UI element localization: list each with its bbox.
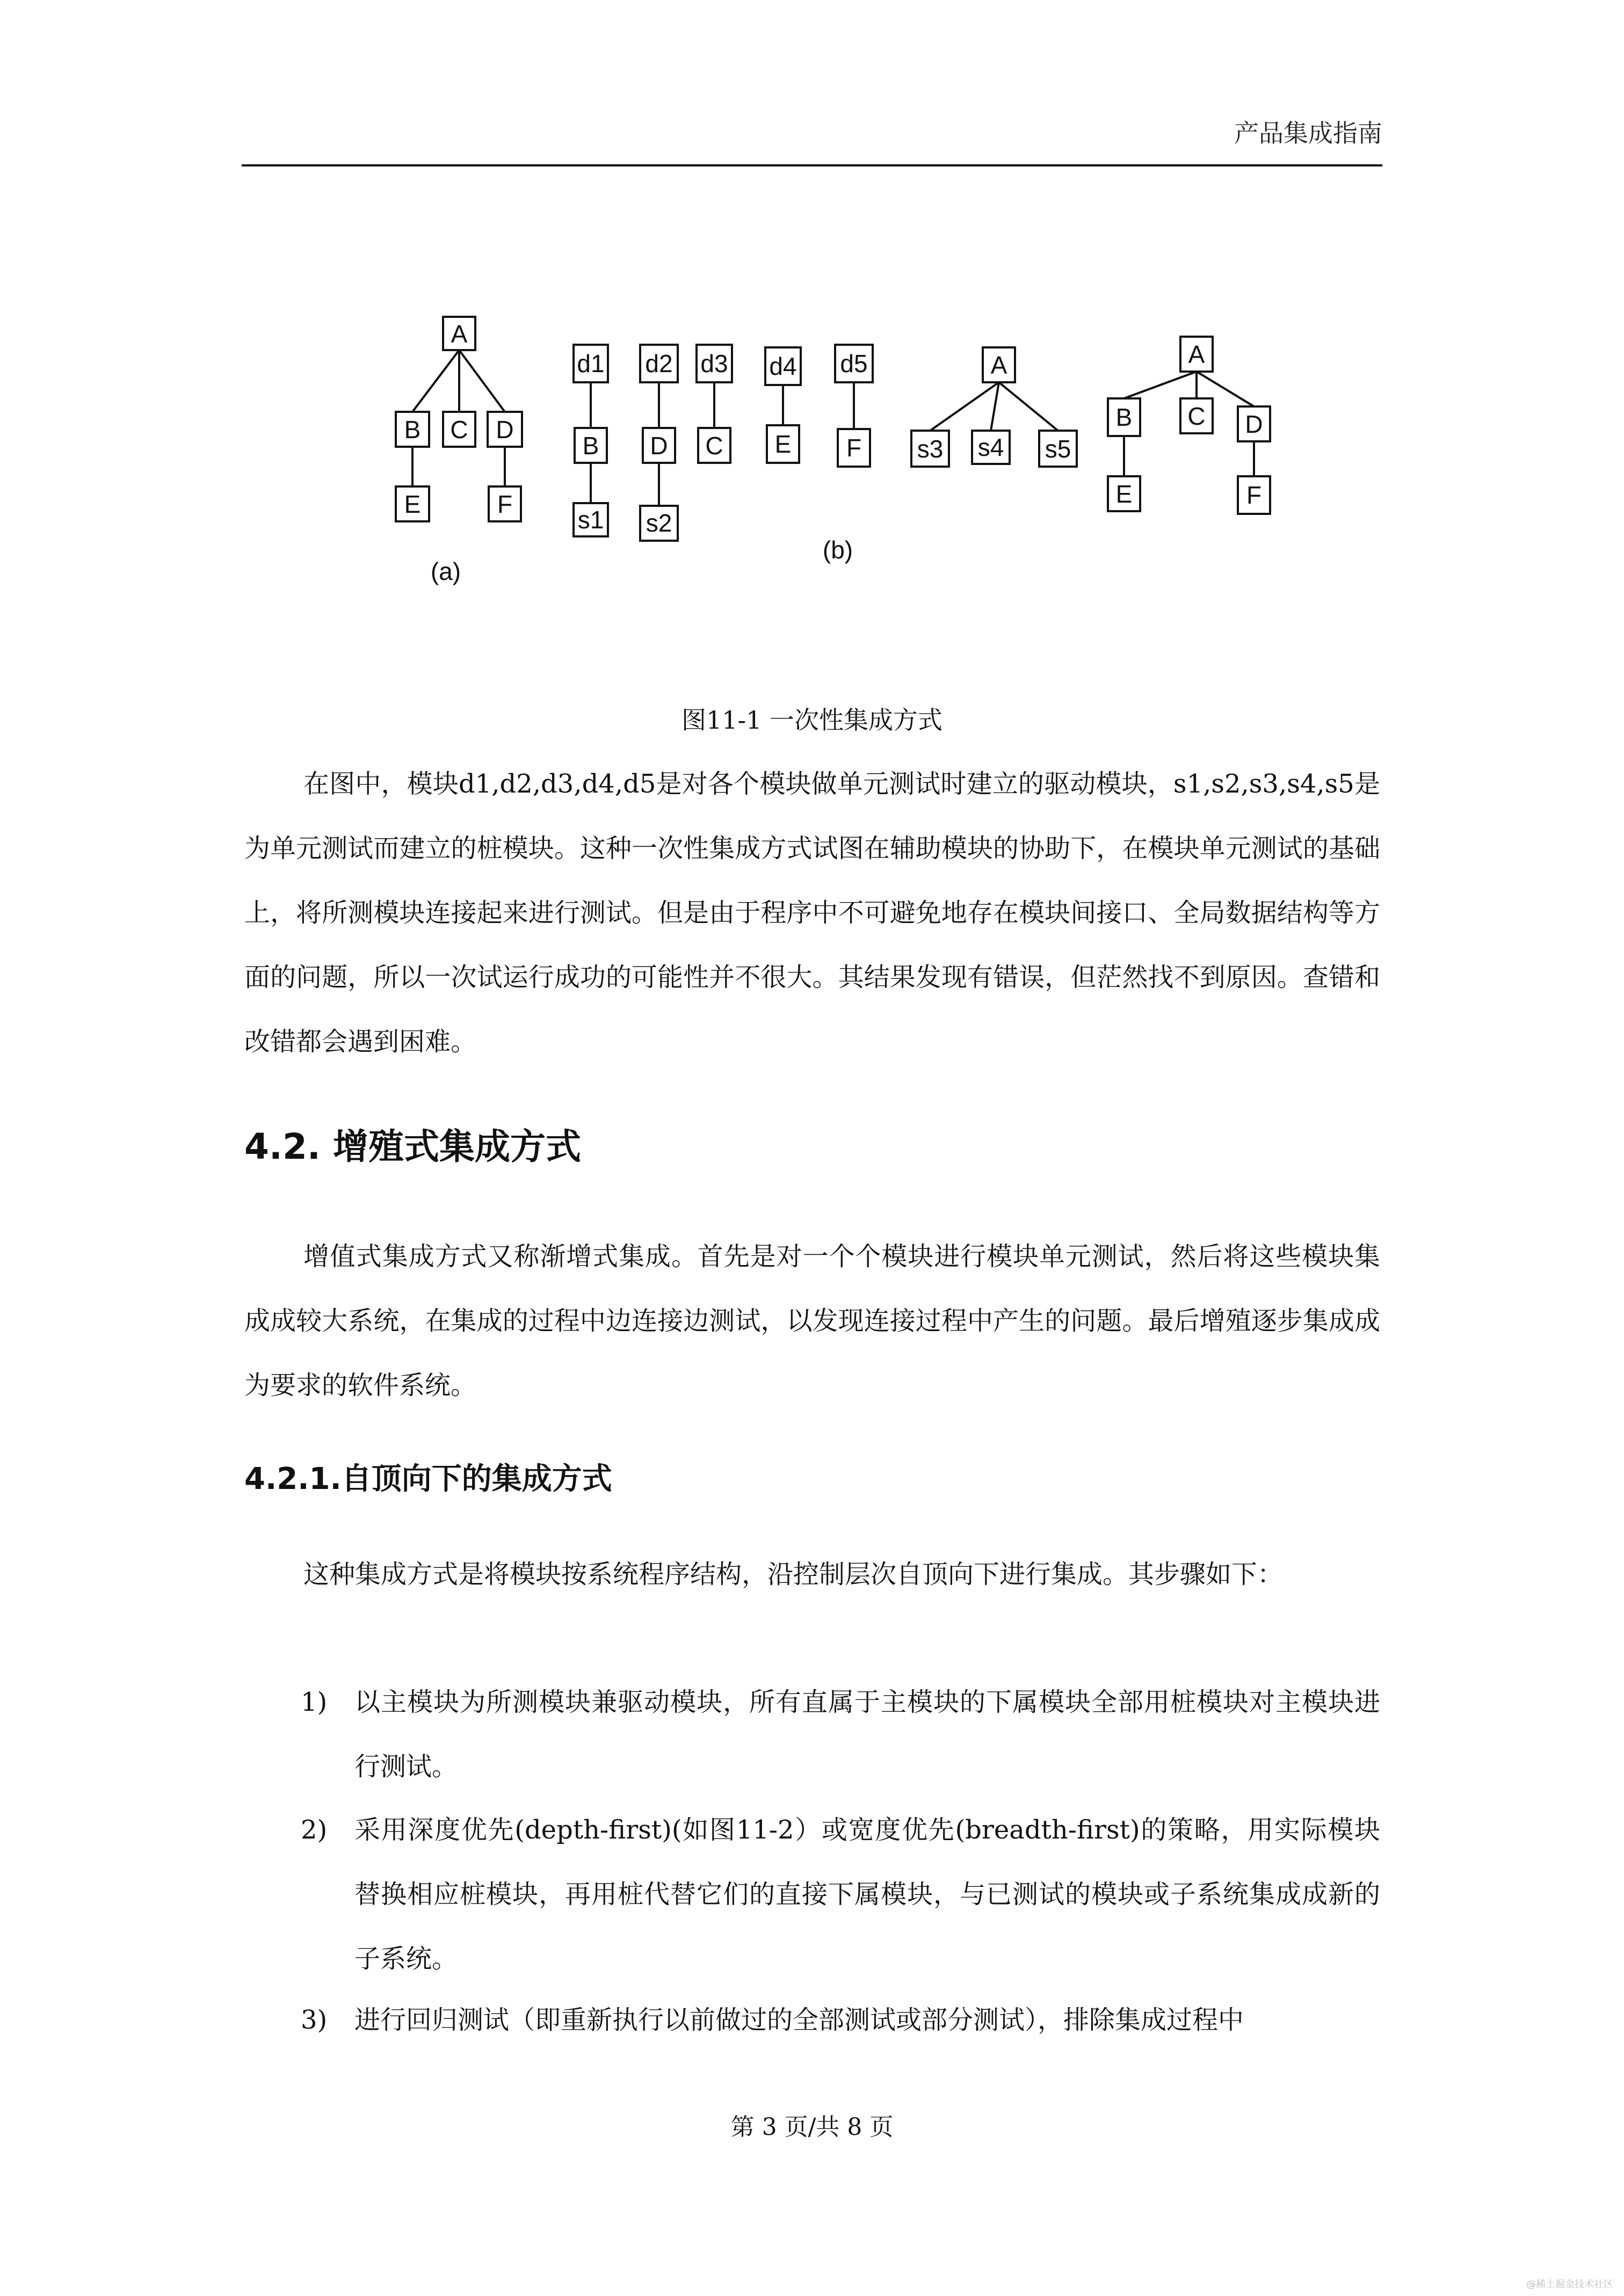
label-final-f: F	[1246, 481, 1262, 509]
paragraph-2: 增值式集成方式又称渐增式集成。首先是对一个个模块进行模块单元测试，然后将这些模块集成成较大系统，在集成的过程中边连接边测试，以发现连接过程中产生的问题。最后增殖逐步集成成为要求的软件系统。	[244, 1241, 1380, 1400]
step-3-text: 进行回归测试（即重新执行以前做过的全部测试或部分测试），排除集成过程中	[354, 2005, 1244, 2035]
figure-11-1	[0, 0, 1624, 644]
step-2-text: 采用深度优先(depth-first)(如图11-2）或宽度优先(breadth-first)的策略，用实际模块替换相应桩模块，再用桩代替它们的直接下属模块，与已测试的模块或子系统集成成新的子系统。	[354, 1815, 1380, 1974]
label-final-c: C	[1187, 402, 1206, 430]
step-2-number: 2)	[301, 1815, 328, 1845]
step-1	[301, 1670, 1380, 1799]
label-d5: d5	[840, 350, 868, 377]
label-s5: s5	[1045, 435, 1071, 463]
label-d2: d2	[645, 350, 673, 377]
section-heading-4-2: 4.2. 增殖式集成方式	[244, 1126, 581, 1167]
label-a-b: B	[404, 416, 421, 444]
label-d-2: D	[650, 432, 668, 460]
label-final-root: A	[1188, 340, 1205, 368]
label-d1: d1	[577, 350, 605, 377]
figure-caption: 图11-1 一次性集成方式	[682, 706, 943, 735]
label-c-2: C	[705, 432, 723, 460]
section-heading-4-2-1: 4.2.1.自顶向下的集成方式	[244, 1462, 612, 1496]
label-a-root: A	[451, 320, 468, 348]
step-1-text: 以主模块为所测模块兼驱动模块，所有直属于主模块的下属模块全部用桩模块对主模块进行测试。	[354, 1687, 1380, 1782]
step-1-number: 1)	[301, 1687, 328, 1717]
label-final-e: E	[1115, 480, 1133, 508]
figure-label-b: (b)	[822, 536, 853, 564]
step-3-number: 3)	[301, 2005, 328, 2035]
figure-label-a: (a)	[430, 557, 461, 585]
label-stub-root: A	[990, 351, 1007, 379]
label-a-f: F	[497, 490, 513, 518]
label-s2: s2	[646, 509, 672, 537]
label-s4: s4	[977, 433, 1004, 461]
paragraph-1: 在图中，模块d1,d2,d3,d4,d5是对各个模块做单元测试时建立的驱动模块，s1,s2,s3,s4,s5是为单元测试而建立的桩模块。这种一次性集成方式试图在辅助模块的协助下，在模块单元测试的基础上，将所测模块连接起来进行测试。但是由于程序中不可避免地存在模块间接口、全局数据结构等方面的问题，所以一次试运行成功的可能性并不很大。其结果发现有错误，但茫然找不到原因。查错和改错都会遇到困难。	[244, 769, 1380, 1057]
header-title: 产品集成指南	[1234, 119, 1382, 148]
step-3	[301, 1988, 1380, 2052]
paragraph-3: 这种集成方式是将模块按系统程序结构，沿控制层次自顶向下进行集成。其步骤如下：	[303, 1559, 1284, 1589]
label-b-1: B	[582, 432, 599, 460]
label-final-b: B	[1115, 403, 1133, 431]
label-final-d: D	[1245, 410, 1263, 438]
page-footer: 第 3 页/共 8 页	[730, 2113, 894, 2141]
label-a-d: D	[496, 416, 514, 444]
watermark: @稀土掘金技术社区	[1526, 2279, 1613, 2290]
label-d4: d4	[769, 352, 797, 380]
label-s1: s1	[577, 506, 604, 534]
label-e-2: E	[774, 430, 792, 458]
label-f-2: F	[846, 434, 862, 462]
label-a-c: C	[450, 416, 468, 444]
label-a-e: E	[404, 490, 421, 518]
step-2	[301, 1798, 1380, 1991]
label-d3: d3	[700, 350, 728, 377]
label-s3: s3	[917, 435, 944, 463]
